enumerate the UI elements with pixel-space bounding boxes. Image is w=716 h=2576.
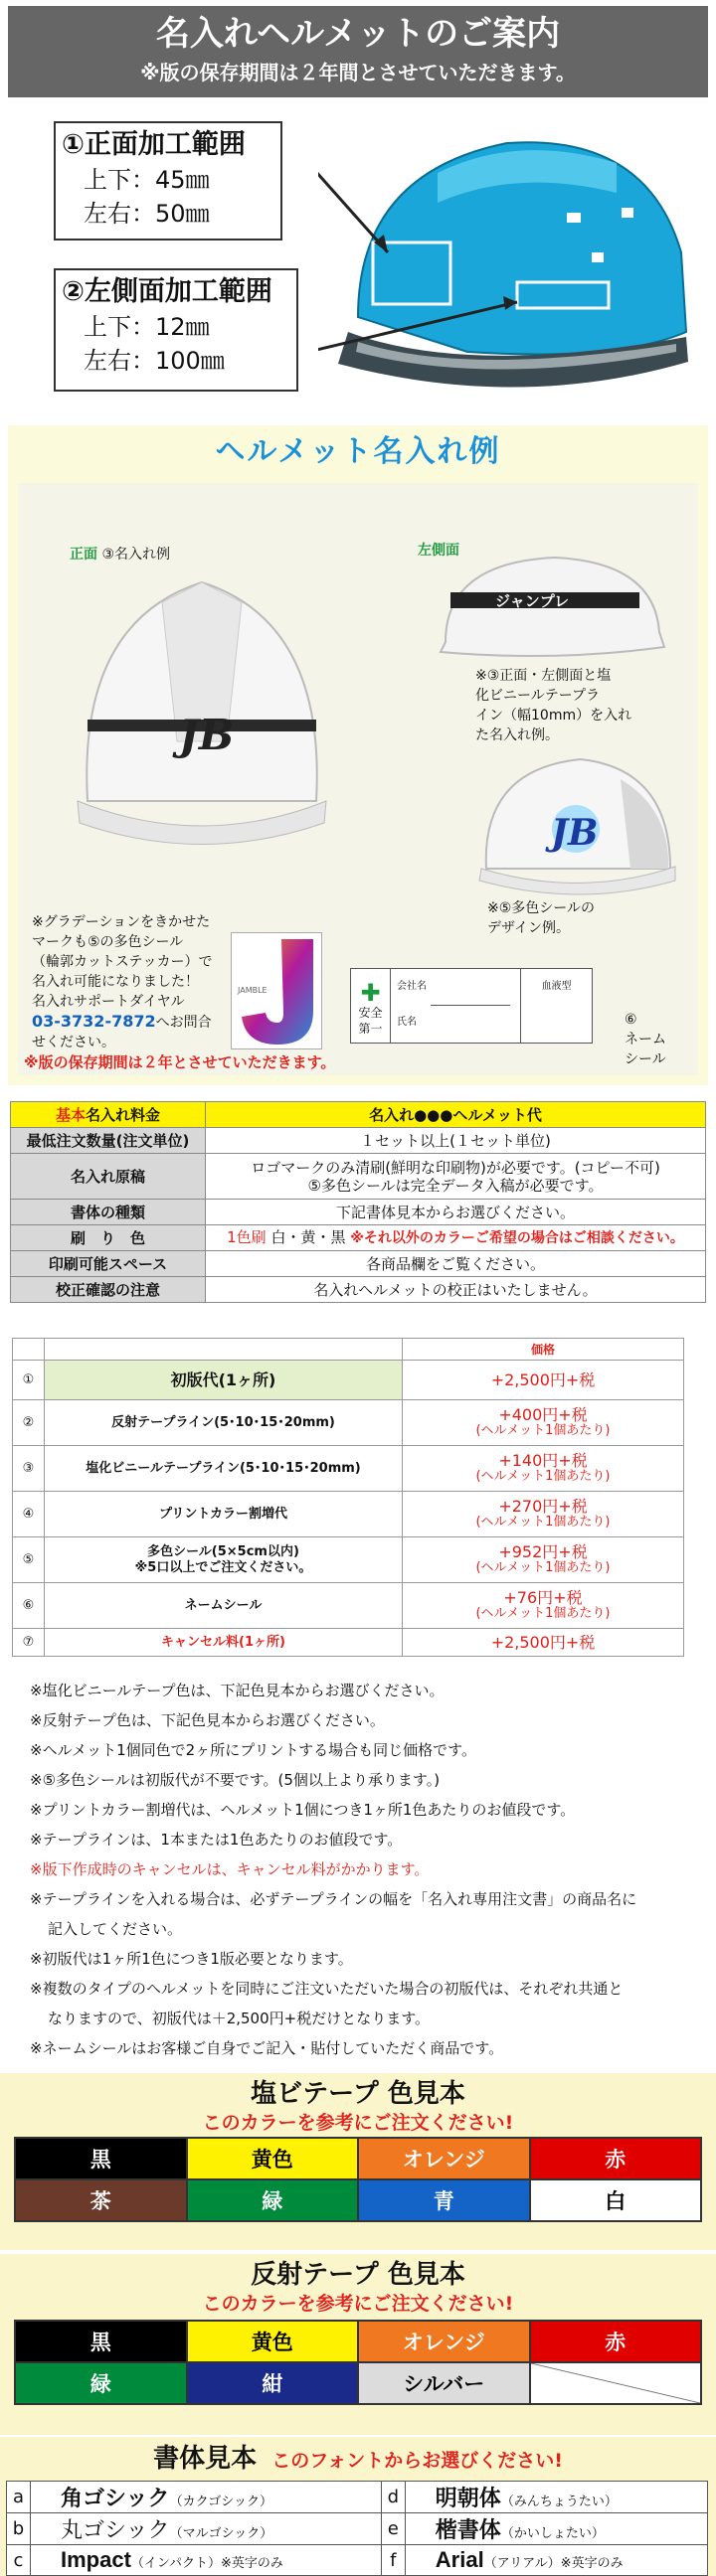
font-name: Arial <box>435 2547 484 2572</box>
reflect-color-section <box>0 2254 716 2435</box>
header-banner <box>8 6 708 97</box>
font-option-kaisho[interactable] <box>405 2513 707 2545</box>
support-suffix: へお問合 <box>155 1015 212 1031</box>
font-key: f <box>381 2545 405 2576</box>
font-key: e <box>381 2513 405 2545</box>
notes-list <box>30 1676 706 2063</box>
font-name: 角ゴシック <box>61 2487 170 2511</box>
fee-value <box>206 1154 706 1200</box>
side-note-line: 化ビニールテープラ <box>475 688 601 704</box>
sticker-note-line: ※グラデーションをきかせた <box>32 914 211 930</box>
fee-value-line: ロゴマークのみ清刷(鮮明な印刷物)が必要です。(コピー不可) <box>251 1158 660 1177</box>
side-tape-text: ジャンプレ <box>495 592 570 610</box>
price-value <box>403 1583 684 1629</box>
front-label: ③名入れ例 <box>101 547 171 563</box>
table-row <box>13 1583 684 1629</box>
reflect-color-title: 反射テープ 色見本 <box>251 2260 465 2290</box>
font-option-mincho[interactable] <box>405 2482 707 2513</box>
note-item: ※プリントカラー割増代は、ヘルメット1個につき1ヶ所1色あたりのお値段です。 <box>30 1801 576 1819</box>
price-sub: (ヘルメット1個あたり) <box>475 1422 611 1438</box>
fee-value: １セット以上(１セット単位) <box>206 1128 706 1154</box>
front-range-title: ①正面加工範囲 <box>62 129 246 160</box>
fee-label: 刷 り 色 <box>11 1225 206 1251</box>
price-value <box>403 1361 684 1400</box>
front-caption <box>70 545 170 564</box>
green-cross-icon: ✚ <box>360 979 381 1007</box>
sticker-note-line: 名入れサポートダイヤル <box>32 994 185 1010</box>
table-row <box>11 1154 706 1200</box>
note-item: ※版下作成時のキャンセルは、キャンセル料がかかります。 <box>30 1860 430 1878</box>
logo-jb-multicolor: JB <box>551 812 599 854</box>
white-helmet-front-illustration <box>68 563 336 861</box>
side-note <box>475 666 631 745</box>
price-item: 塩化ビニールテープライン(5･10･15･20mm) <box>45 1446 403 1492</box>
font-option-maru-gothic[interactable] <box>31 2513 382 2545</box>
seal-blood: 血液型 <box>520 969 592 1043</box>
multicolor-note-line: デザイン例。 <box>487 920 571 936</box>
note-item: ※初版代は1ヶ所1色につき1版必要となります。 <box>30 1950 353 1968</box>
pvc-color-swatch[interactable]: 緑 <box>187 2179 359 2221</box>
front-range-box <box>54 121 282 241</box>
price-no: ① <box>13 1361 45 1400</box>
name-seal <box>350 968 593 1044</box>
pvc-color-swatch[interactable]: 白 <box>530 2179 702 2221</box>
font-name: Impact <box>61 2547 131 2572</box>
left-range-height: 上下：12㎜ <box>84 313 210 341</box>
note-item: ※ネームシールはお客様ご自身でご記入・貼付していただく商品です。 <box>30 2039 504 2057</box>
seal-name: 氏名 <box>397 1017 417 1028</box>
multicolor-note-line: ※⑤多色シールの <box>487 900 596 916</box>
pvc-color-swatch[interactable]: オレンジ <box>358 2138 530 2179</box>
font-reading: （かいしょたい） <box>500 2526 605 2541</box>
price-value <box>403 1400 684 1446</box>
table-row <box>11 1225 706 1251</box>
seal-safety-1: 安全 <box>358 1006 383 1020</box>
table-row <box>13 1492 684 1537</box>
table-row <box>13 1629 684 1657</box>
fee-value <box>206 1225 706 1251</box>
reflect-color-grid <box>14 2320 702 2405</box>
note-item: ※テープラインは、1本または1色あたりのお値段です。 <box>30 1831 403 1849</box>
fee-label: 印刷可能スペース <box>11 1251 206 1277</box>
note-item: ※⑤多色シールは初版代が不要です。(5個以上より承ります。) <box>30 1771 441 1789</box>
left-range-title: ②左側面加工範囲 <box>62 276 272 307</box>
font-reading: （カクゴシック） <box>169 2495 273 2509</box>
left-range-width: 左右：100㎜ <box>84 347 225 375</box>
side-note-line: イン（幅10mm）を入れ <box>475 708 632 724</box>
blue-helmet-illustration <box>318 103 706 421</box>
jamble-sticker <box>231 932 322 1049</box>
price-item <box>45 1537 403 1583</box>
fee-value: 各商品欄をご覧ください。 <box>206 1251 706 1277</box>
font-option-impact[interactable] <box>31 2545 382 2576</box>
table-row <box>11 1200 706 1225</box>
note-item: ※塩化ビニールテープ色は、下記色見本からお選びください。 <box>30 1682 445 1699</box>
name-seal-label <box>625 1010 666 1069</box>
page-title: 名入れヘルメットのご案内 <box>155 14 561 54</box>
price-amount: +952円+税 <box>498 1541 588 1561</box>
price-item: キャンセル料(1ヶ所) <box>45 1629 403 1657</box>
font-option-kaku-gothic[interactable] <box>31 2482 382 2513</box>
pvc-color-subtitle: このカラーを参考にご注文ください! <box>202 2112 514 2134</box>
table-row <box>13 1339 684 1361</box>
reflect-color-swatch[interactable]: 黒 <box>15 2321 187 2362</box>
table-row <box>13 1400 684 1446</box>
price-amount: +400円+税 <box>498 1404 588 1424</box>
price-header: 価格 <box>403 1339 684 1361</box>
price-sub: (ヘルメット1個あたり) <box>475 1605 611 1621</box>
jamble-text: JAMBLE <box>238 986 268 995</box>
left-range-box <box>54 268 298 392</box>
font-reading: （インパクト）※英字のみ <box>130 2556 283 2571</box>
price-table <box>12 1338 684 1657</box>
font-reading: （マルゴシック） <box>169 2526 273 2541</box>
print-range-section <box>0 103 716 421</box>
font-title: 書体見本 <box>153 2444 258 2474</box>
table-row <box>13 1537 684 1583</box>
price-item-line: ※5口以上でご注文ください。 <box>134 1559 312 1575</box>
name-seal-label-line: シール <box>625 1051 666 1067</box>
fee-table <box>10 1101 706 1303</box>
font-key: d <box>381 2482 405 2513</box>
note-item: 記入してください。 <box>48 1920 183 1938</box>
fee-header-label: 名入れ料金 <box>86 1105 161 1124</box>
price-amount: +140円+税 <box>498 1450 588 1470</box>
side-tag: 左側面 <box>418 543 459 559</box>
font-key: b <box>7 2513 31 2545</box>
price-no: ⑦ <box>13 1629 45 1657</box>
fee-header-basic: 基本 <box>55 1105 86 1124</box>
note-item: ※ヘルメット1個同色で2ヶ所にプリントする場合も同じ価格です。 <box>30 1741 476 1759</box>
price-item: 反射テープライン(5･10･15･20mm) <box>45 1400 403 1446</box>
price-item: ネームシール <box>45 1583 403 1629</box>
sticker-note-line: （輪郭カットステッカー）で <box>32 954 213 970</box>
fee-header-left <box>11 1102 206 1128</box>
fee-value-line: ⑤多色シールは完全データ入稿が必要です。 <box>307 1176 604 1195</box>
print-color-note: ※それ以外のカラーご希望の場合はご相談ください。 <box>350 1230 684 1246</box>
table-row <box>11 1251 706 1277</box>
font-key: a <box>7 2482 31 2513</box>
font-option-arial[interactable] <box>405 2545 707 2576</box>
front-range-height: 上下：45㎜ <box>84 166 210 194</box>
font-subtitle: このフォントからお選びください! <box>271 2450 563 2472</box>
sticker-note-line: マークも⑤の多色シール <box>32 934 184 950</box>
reflect-color-swatch[interactable]: 紺 <box>187 2362 359 2404</box>
pvc-color-section <box>0 2073 716 2250</box>
sticker-note <box>32 912 241 1052</box>
table-row <box>11 1128 706 1154</box>
side-note-line: た名入れ例。 <box>475 727 559 743</box>
price-item: 初版代(1ヶ所) <box>45 1361 403 1400</box>
pvc-color-title: 塩ビテープ 色見本 <box>251 2079 465 2109</box>
font-reading: （みんちょうたい） <box>500 2495 618 2509</box>
support-suffix2: せください。 <box>32 1035 115 1050</box>
reflect-color-swatch[interactable] <box>530 2362 702 2404</box>
side-note-line: ※③正面・左側面と塩 <box>475 668 612 684</box>
pvc-color-swatch[interactable]: 青 <box>358 2179 530 2221</box>
jamble-j-mark <box>232 933 323 1050</box>
reflect-color-swatch[interactable]: 黄色 <box>187 2321 359 2362</box>
fee-header-right: 名入れ●●●ヘルメット代 <box>206 1102 706 1128</box>
price-amount: +2,500円+税 <box>490 1632 596 1652</box>
reflect-color-subtitle: このカラーを参考にご注文ください! <box>202 2293 514 2315</box>
reflect-color-swatch[interactable]: 赤 <box>530 2321 702 2362</box>
multicolor-note <box>487 898 595 938</box>
pvc-color-swatch[interactable]: 赤 <box>530 2138 702 2179</box>
price-value <box>403 1537 684 1583</box>
table-row <box>13 1446 684 1492</box>
reflect-color-swatch[interactable]: シルバー <box>358 2362 530 2404</box>
font-name: 丸ゴシック <box>61 2518 170 2543</box>
price-amount: +76円+税 <box>503 1587 583 1607</box>
fee-value: 下記書体見本からお選びください。 <box>206 1200 706 1225</box>
name-seal-label-line: ⑥ <box>625 1012 637 1028</box>
fee-label: 最低注文数量(注文単位) <box>11 1128 206 1154</box>
price-value <box>403 1492 684 1537</box>
price-value <box>403 1446 684 1492</box>
pvc-color-grid <box>14 2137 702 2222</box>
font-heading <box>0 2437 716 2478</box>
seal-company: 会社名 <box>397 981 427 992</box>
logo-jb-front: JB <box>179 711 235 759</box>
front-range-width: 左右：50㎜ <box>84 200 210 228</box>
table-row <box>7 2513 708 2545</box>
table-row <box>7 2482 708 2513</box>
multicolor-helmet-illustration <box>471 749 680 898</box>
white-helmet-side-illustration <box>426 553 674 662</box>
fee-label: 名入れ原稿 <box>11 1154 206 1200</box>
example-section <box>8 425 708 1085</box>
price-no: ④ <box>13 1492 45 1537</box>
font-table <box>6 2481 708 2576</box>
print-colors: 白・黄・黒 <box>270 1228 346 1246</box>
price-no: ③ <box>13 1446 45 1492</box>
example-panel <box>18 483 698 1075</box>
reflect-color-swatch[interactable]: オレンジ <box>358 2321 530 2362</box>
price-value <box>403 1629 684 1657</box>
reflect-color-swatch[interactable]: 緑 <box>15 2362 187 2404</box>
note-item: ※反射テープ色は、下記色見本からお選びください。 <box>30 1711 385 1729</box>
page-subtitle: ※版の保存期間は２年間とさせていただきます。 <box>140 61 576 84</box>
retention-note: ※版の保存期間は２年とさせていただきます。 <box>24 1053 336 1071</box>
fee-label: 書体の種類 <box>11 1200 206 1225</box>
name-seal-label-line: ネーム <box>625 1032 666 1047</box>
price-sub: (ヘルメット1個あたり) <box>475 1514 611 1530</box>
note-item: なりますので、初版代は＋2,500円+税だけとなります。 <box>48 2010 431 2027</box>
price-sub: (ヘルメット1個あたり) <box>475 1468 611 1484</box>
font-name: 楷書体 <box>435 2517 501 2543</box>
font-section <box>0 2437 716 2576</box>
front-tag: 正面 <box>70 547 97 563</box>
font-name: 明朝体 <box>435 2486 501 2511</box>
price-no: ⑤ <box>13 1537 45 1583</box>
table-row <box>11 1277 706 1303</box>
price-no: ② <box>13 1400 45 1446</box>
font-key: c <box>7 2545 31 2576</box>
seal-safety-2: 第一 <box>358 1022 383 1036</box>
example-title: ヘルメット名入れ例 <box>215 434 501 469</box>
sticker-note-line: 名入れ可能になりました！ <box>32 974 199 990</box>
price-item-line: 多色シール(5×5cm以内) <box>147 1543 299 1559</box>
support-phone-link[interactable]: 03-3732-7872 <box>32 1012 156 1031</box>
table-row <box>7 2545 708 2576</box>
pvc-color-swatch[interactable]: 黒 <box>15 2138 187 2179</box>
price-sub: (ヘルメット1個あたり) <box>475 1559 611 1575</box>
pvc-color-swatch[interactable]: 茶 <box>15 2179 187 2221</box>
price-amount: +270円+税 <box>498 1496 588 1516</box>
font-reading: （アリアル）※英字のみ <box>483 2556 624 2571</box>
fee-label: 校正確認の注意 <box>11 1277 206 1303</box>
print-color-count: 1色刷 <box>227 1228 267 1246</box>
note-item: ※テープラインを入れる場合は、必ずテープラインの幅を「名入れ専用注文書」の商品名に <box>30 1890 637 1908</box>
table-row <box>11 1102 706 1128</box>
note-item: ※複数のタイプのヘルメットを同時にご注文いただいた場合の初版代は、それぞれ共通と <box>30 1980 624 1998</box>
price-no: ⑥ <box>13 1583 45 1629</box>
table-row <box>13 1361 684 1400</box>
fee-value: 名入れヘルメットの校正はいたしません。 <box>206 1277 706 1303</box>
price-item: プリントカラー割増代 <box>45 1492 403 1537</box>
pvc-color-swatch[interactable]: 黄色 <box>187 2138 359 2179</box>
price-amount: +2,500円+税 <box>490 1369 596 1389</box>
